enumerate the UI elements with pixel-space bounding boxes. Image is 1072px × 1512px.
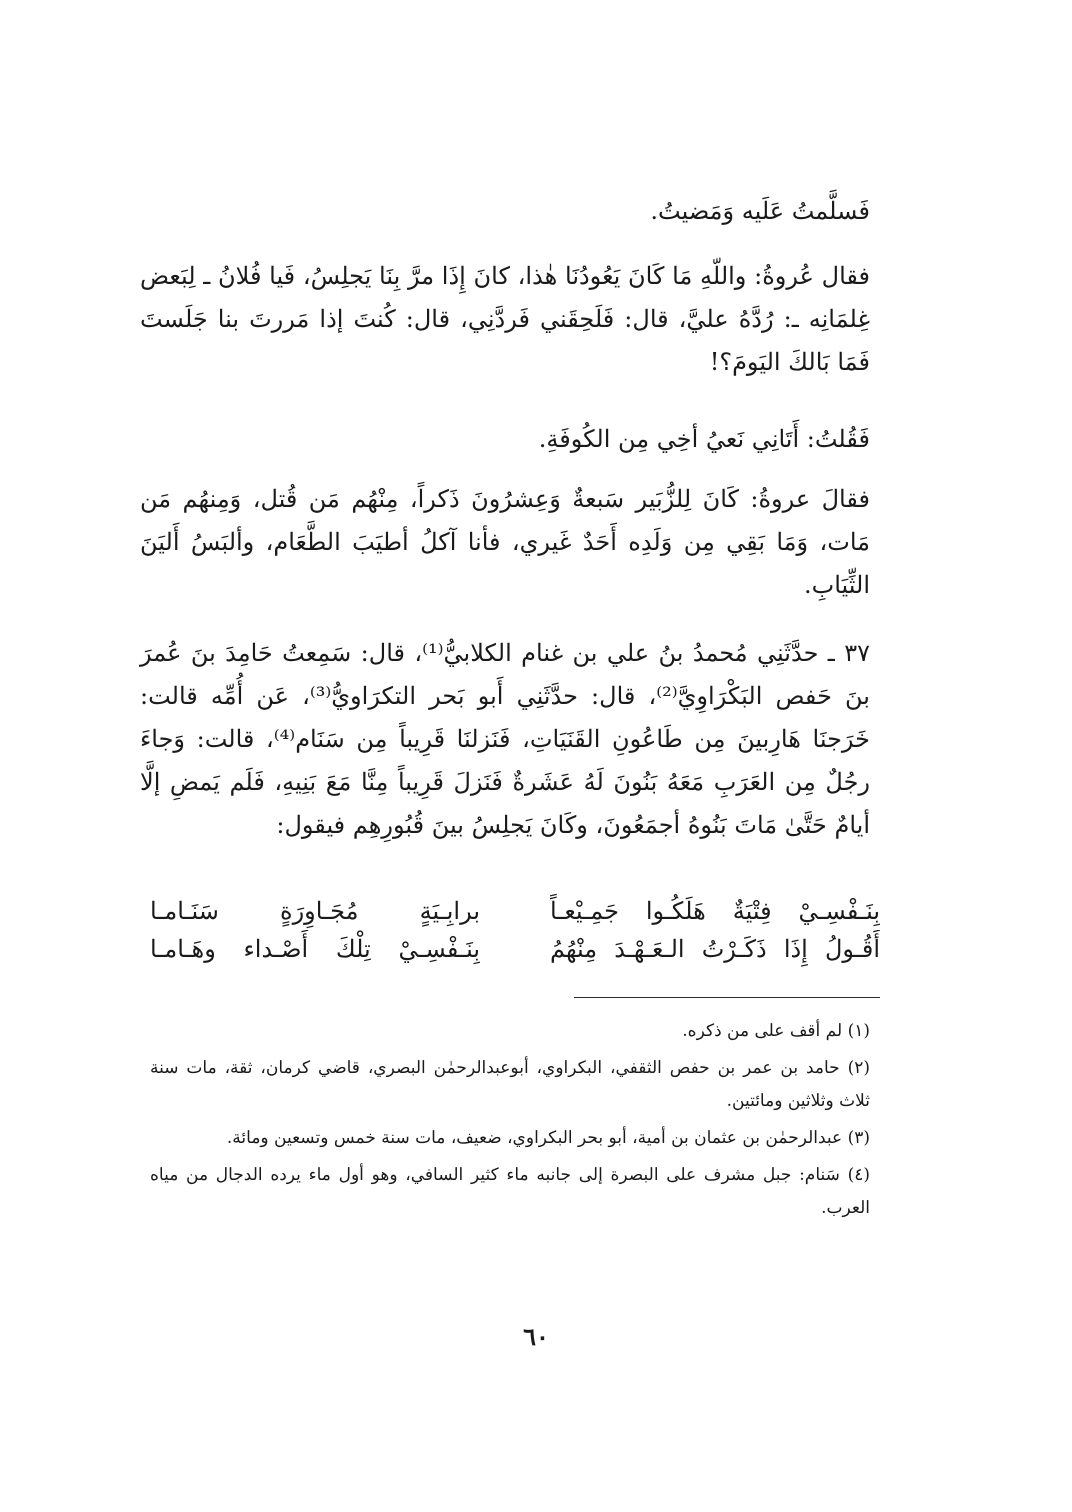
text-paragraph-4 [140, 478, 870, 607]
footnotes [150, 1015, 870, 1225]
footnote: (٢) حامد بن عمر بن حفص الثقفي، البكراوي، أبوعبدالرحمٰن البصري، قاضي كرمان، ثقة، مات سنة ثلاث وثلاثين ومائتين. [150, 1058, 870, 1111]
paragraph: فقال عُروةُ: واللّهِ مَا كَانَ يَعُودُنَا هٰذا، كانَ إِذَا مرَّ بِنَا يَجلِسُ، فَيا فُلانُ ـ لِبَعض غِلمَانِه ـ: رُدَّهُ عليَّ، قال: فَلَحِقَني فَردَّنِي، قال: كُنتَ إذا مَررتَ بنا جَلَستَ فَمَا بَالكَ اليَومَ؟! [140, 262, 870, 376]
poem-second-hemistich: برابِـيَةٍ مُجَـاوِرَةٍ سَنَـامـا [150, 897, 480, 925]
poem-verse [150, 892, 880, 930]
poem-first-hemistich: بِنَـفْسِـيْ فِتْيَةٌ هَلَكُـوا جَمِـيْعـاً [550, 897, 880, 925]
poem-second-hemistich: بِنَـفْسِـيْ تِلْكَ أَصْـداء وهَـامـا [150, 935, 480, 963]
footnote: (٣) عبدالرحمٰن بن عثمان بن أمية، أبو بحر البكراوي، ضعيف، مات سنة خمس وتسعين ومائة. [226, 1128, 870, 1148]
paragraph: فقالَ عروةُ: كَانَ لِلزُّبَير سَبعةٌ وَعِشرُونَ ذَكراً، مِنْهُم مَن قُتل، وَمِنهُم مَن مَات، وَمَا بَقِي مِن وَلَدِه أَحَدٌ غَيري، فأنا آكلُ أطيَبَ الطَّعَام، وألبَسُ أَليَنَ الثِّيَابِ. [140, 485, 870, 599]
poem-first-hemistich: أَقُـولُ إِذَا ذَكَـرْتُ الـعَـهْـدَ مِنْهُمُ [550, 935, 880, 963]
poem [150, 892, 880, 968]
footnote-divider [574, 997, 880, 998]
paragraph: فَقُلتُ: أَتَانِي نَعيُ أخِي مِن الكُوفَةِ. [538, 425, 870, 453]
poem-verse [150, 930, 880, 968]
footnote: (١) لم أقف على من ذكره. [682, 1021, 870, 1041]
text-paragraph-5 [140, 632, 870, 847]
text-paragraph-2 [140, 255, 870, 384]
paragraph: ٣٧ ـ حدَّثَنِي مُحمدُ بنُ علي بن غنام الكلابيُّ⁽¹⁾، قال: سَمِعتُ حَامِدَ بنَ عُمرَ بنَ حَفص البَكْرَاوِيَّ⁽²⁾، قال: حدَّثَنِي أَبو بَحر التكرَاويُّ⁽³⁾، عَن أُمِّه قالت: خَرَجنَا هَارِبينَ مِن طَاعُونِ القَنَيَاتِ، فَنَزلنَا قَرِيباً مِن سَنَام⁽⁴⁾، قالت: وَجاءَ رجُلٌ مِن العَرَبِ مَعَهُ بَنُونَ لَهُ عَشَرةٌ فَنَزلَ قَرِيباً مِنَّا مَعَ بَنِيهِ، فَلَم يَمضِ إلَّا أيامٌ حَتَّىٰ مَاتَ بَنُوهُ أجمَعُونَ، وكَانَ يَجلِسُ بينَ قُبُورِهِم فيقول: [140, 639, 870, 839]
text-paragraph-3 [140, 418, 870, 461]
text-paragraph-1 [140, 190, 870, 233]
footnote: (٤) سَنام: جبل مشرف على البصرة إلى جانبه ماء كثير السافي، وهو أول ماء يرده الدجال من مياه العرب. [150, 1165, 870, 1218]
paragraph: فَسلَّمتُ عَلَيه وَمَضيتُ. [650, 197, 870, 225]
page-number: ٦٠ [523, 1322, 549, 1351]
